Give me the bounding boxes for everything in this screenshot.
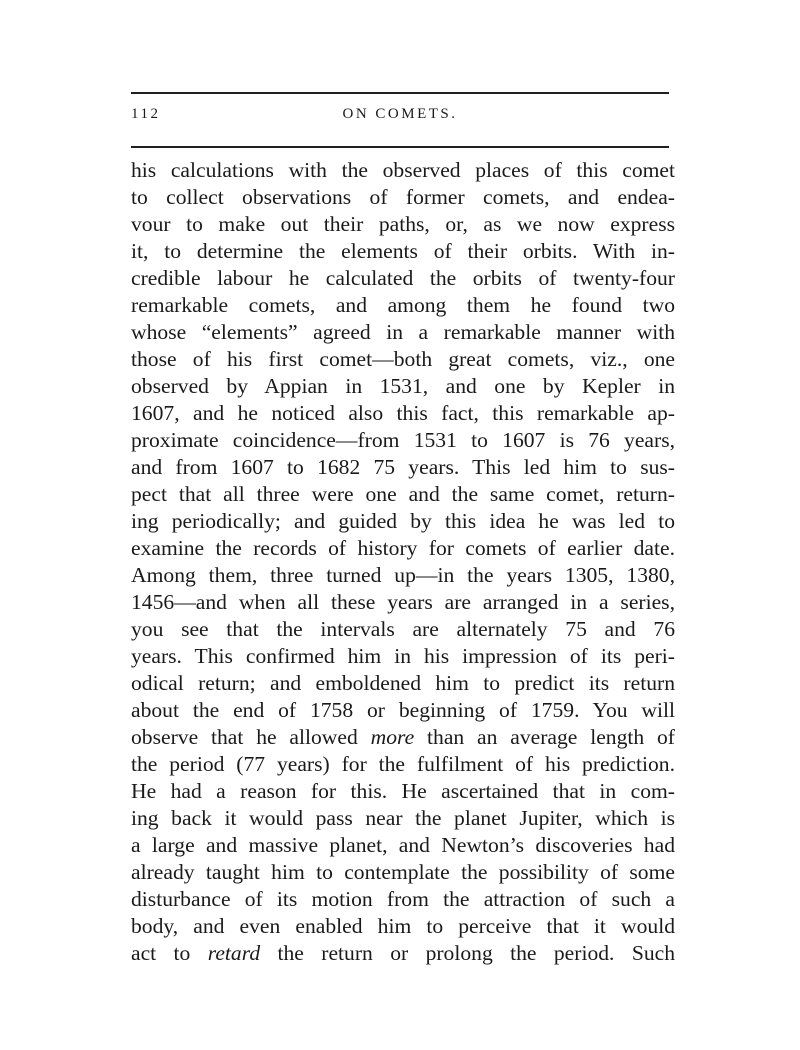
text-segment: to collect observations of former comets, and endea- [131,185,675,209]
text-line [131,184,675,211]
text-segment: ing back it would pass near the planet Jupiter, which is [131,806,675,830]
text-segment: already taught him to contemplate the possibility of some [131,860,675,884]
text-segment: body, and even enabled him to perceive that it would [131,914,675,938]
text-line [131,616,675,643]
text-line [131,751,675,778]
text-line [131,292,675,319]
text-line [131,346,675,373]
text-line [131,319,675,346]
text-segment: Among them, three turned up—in the years 1305, 1380, [131,563,675,587]
text-segment: his calculations with the observed places of this comet [131,158,675,182]
text-line [131,913,675,940]
text-segment: examine the records of history for comets of earlier date. [131,536,675,560]
header-bottom-rule [131,146,669,148]
text-segment: He had a reason for this. He ascertained that in com- [131,779,675,803]
text-segment: act to [131,941,208,965]
text-line [131,670,675,697]
text-segment: vour to make out their paths, or, as we now express [131,212,675,236]
text-line [131,238,675,265]
emphasized-word: more [370,725,415,749]
text-line [131,427,675,454]
text-line [131,211,675,238]
text-line [131,832,675,859]
text-segment: and from 1607 to 1682 75 years. This led him to sus- [131,455,675,479]
text-line [131,481,675,508]
text-line [131,373,675,400]
emphasized-word: retard [207,941,261,965]
text-segment: the return or prolong the period. Such [260,941,676,965]
text-line [131,724,675,751]
text-line [131,400,675,427]
running-head: ON COMETS. [342,106,458,122]
text-line [131,535,675,562]
text-segment: the period (77 years) for the fulfilment of his prediction. [131,752,675,776]
text-line [131,697,675,724]
text-line [131,508,675,535]
text-segment: you see that the intervals are alternately 75 and 76 [131,617,675,641]
body-text [131,157,675,967]
page-header [131,106,669,128]
text-segment: years. This confirmed him in his impression of its peri- [131,644,675,668]
text-line [131,940,675,967]
text-line [131,643,675,670]
page-number: 112 [131,106,161,122]
text-line [131,859,675,886]
text-line [131,805,675,832]
text-segment: pect that all three were one and the same comet, return- [131,482,675,506]
text-line [131,589,675,616]
text-line [131,778,675,805]
text-segment: those of his first comet—both great comets, viz., one [131,347,675,371]
text-segment: credible labour he calculated the orbits of twenty-four [131,266,675,290]
text-segment: observed by Appian in 1531, and one by Kepler in [131,374,675,398]
text-line [131,157,675,184]
text-line [131,454,675,481]
text-line [131,562,675,589]
text-segment: ing periodically; and guided by this idea he was led to [131,509,675,533]
text-segment: observe that he allowed [131,725,371,749]
text-line [131,886,675,913]
text-segment: disturbance of its motion from the attraction of such a [131,887,675,911]
text-segment: whose “elements” agreed in a remarkable manner with [131,320,675,344]
text-line [131,265,675,292]
text-segment: remarkable comets, and among them he found two [131,293,675,317]
text-segment: about the end of 1758 or beginning of 1759. You will [131,698,675,722]
text-segment: a large and massive planet, and Newton’s discoveries had [131,833,675,857]
text-segment: than an average length of [414,725,675,749]
text-segment: odical return; and emboldened him to predict its return [131,671,675,695]
text-segment: 1456—and when all these years are arranged in a series, [131,590,675,614]
text-segment: 1607, and he noticed also this fact, this remarkable ap- [131,401,675,425]
text-segment: it, to determine the elements of their orbits. With in- [131,239,675,263]
header-top-rule [131,92,669,94]
text-segment: proximate coincidence—from 1531 to 1607 is 76 years, [131,428,675,452]
